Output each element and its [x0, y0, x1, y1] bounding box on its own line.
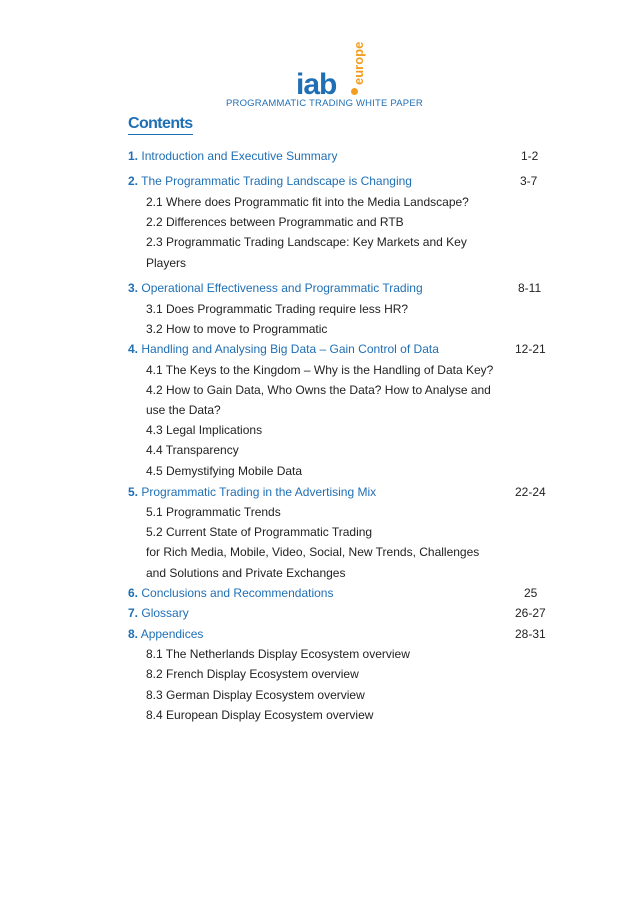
toc-section-number: 2. [128, 174, 139, 188]
toc-section-2[interactable] [128, 174, 412, 188]
toc-subsection-8-1[interactable]: 8.1 The Netherlands Display Ecosystem overview [146, 647, 410, 661]
toc-subsection-5-2-cont2: and Solutions and Private Exchanges [146, 566, 346, 580]
toc-subsection-2-2[interactable]: 2.2 Differences between Programmatic and RTB [146, 215, 404, 229]
toc-section-number: 6. [128, 586, 139, 600]
toc-section-4[interactable] [128, 342, 439, 356]
toc-section-3[interactable] [128, 281, 423, 295]
toc-section-number: 8. [128, 627, 139, 641]
toc-subsection-8-3[interactable]: 8.3 German Display Ecosystem overview [146, 688, 365, 702]
toc-subsection-4-1[interactable]: 4.1 The Keys to the Kingdom – Why is the Handling of Data Key? [146, 363, 494, 377]
toc-section-title: Handling and Analysing Big Data – Gain Control of Data [141, 342, 439, 356]
logo-europe-text: europe [351, 41, 366, 85]
toc-subsection-4-3[interactable]: 4.3 Legal Implications [146, 423, 263, 437]
toc-subsection-2-3-cont: Players [146, 256, 187, 270]
toc-section-5[interactable] [128, 485, 376, 499]
toc-section-number: 1. [128, 149, 139, 163]
toc-subsection-5-1[interactable]: 5.1 Programmatic Trends [146, 505, 281, 519]
toc-section-title: Appendices [140, 627, 204, 641]
toc-subsection-3-2[interactable]: 3.2 How to move to Programmatic [146, 322, 328, 336]
toc-subsection-3-1[interactable]: 3.1 Does Programmatic Trading require less HR? [146, 302, 409, 316]
toc-section-title: Conclusions and Recommendations [141, 586, 334, 600]
toc-section-1[interactable] [128, 149, 337, 163]
document-header: PROGRAMMATIC TRADING WHITE PAPER [226, 98, 423, 109]
toc-page-range: 22-24 [515, 485, 546, 499]
toc-page-range: 12-21 [515, 342, 546, 356]
toc-subsection-8-4[interactable]: 8.4 European Display Ecosystem overview [146, 708, 374, 722]
toc-section-title: Programmatic Trading in the Advertising Mix [141, 485, 377, 499]
toc-page-range: 25 [524, 586, 538, 600]
toc-page-range: 3-7 [520, 174, 538, 188]
toc-subsection-4-2[interactable]: 4.2 How to Gain Data, Who Owns the Data? How to Analyse and [146, 383, 491, 397]
toc-section-title: Introduction and Executive Summary [141, 149, 338, 163]
toc-subsection-5-2-cont: for Rich Media, Mobile, Video, Social, New Trends, Challenges [146, 545, 480, 559]
toc-section-number: 4. [128, 342, 139, 356]
toc-section-number: 7. [128, 606, 139, 620]
toc-subsection-4-4[interactable]: 4.4 Transparency [146, 443, 239, 457]
toc-subsection-4-5[interactable]: 4.5 Demystifying Mobile Data [146, 464, 303, 478]
toc-subsection-8-2[interactable]: 8.2 French Display Ecosystem overview [146, 667, 359, 681]
toc-subsection-2-1[interactable]: 2.1 Where does Programmatic fit into the Media Landscape? [146, 195, 469, 209]
logo-iab-text: iab [296, 68, 337, 101]
toc-subsection-2-3[interactable]: 2.3 Programmatic Trading Landscape: Key Markets and Key [146, 235, 467, 249]
logo-dot [351, 88, 358, 95]
toc-subsection-4-2-cont: use the Data? [146, 403, 221, 417]
toc-page-range: 8-11 [518, 281, 542, 295]
toc-page-range: 28-31 [515, 627, 546, 641]
toc-subsection-5-2[interactable]: 5.2 Current State of Programmatic Trading [146, 525, 373, 539]
toc-section-7[interactable] [128, 606, 189, 620]
toc-section-title: The Programmatic Trading Landscape is Changing [141, 174, 412, 188]
toc-section-number: 3. [128, 281, 139, 295]
toc-page-range: 26-27 [515, 606, 546, 620]
toc-section-title: Glossary [141, 606, 189, 620]
toc-section-number: 5. [128, 485, 139, 499]
toc-page-range: 1-2 [521, 149, 539, 163]
toc-section-6[interactable] [128, 586, 333, 600]
iab-europe-logo [292, 28, 372, 101]
contents-heading: Contents [128, 114, 193, 135]
toc-section-8[interactable] [128, 627, 203, 641]
toc-section-title: Operational Effectiveness and Programmatic Trading [141, 281, 423, 295]
